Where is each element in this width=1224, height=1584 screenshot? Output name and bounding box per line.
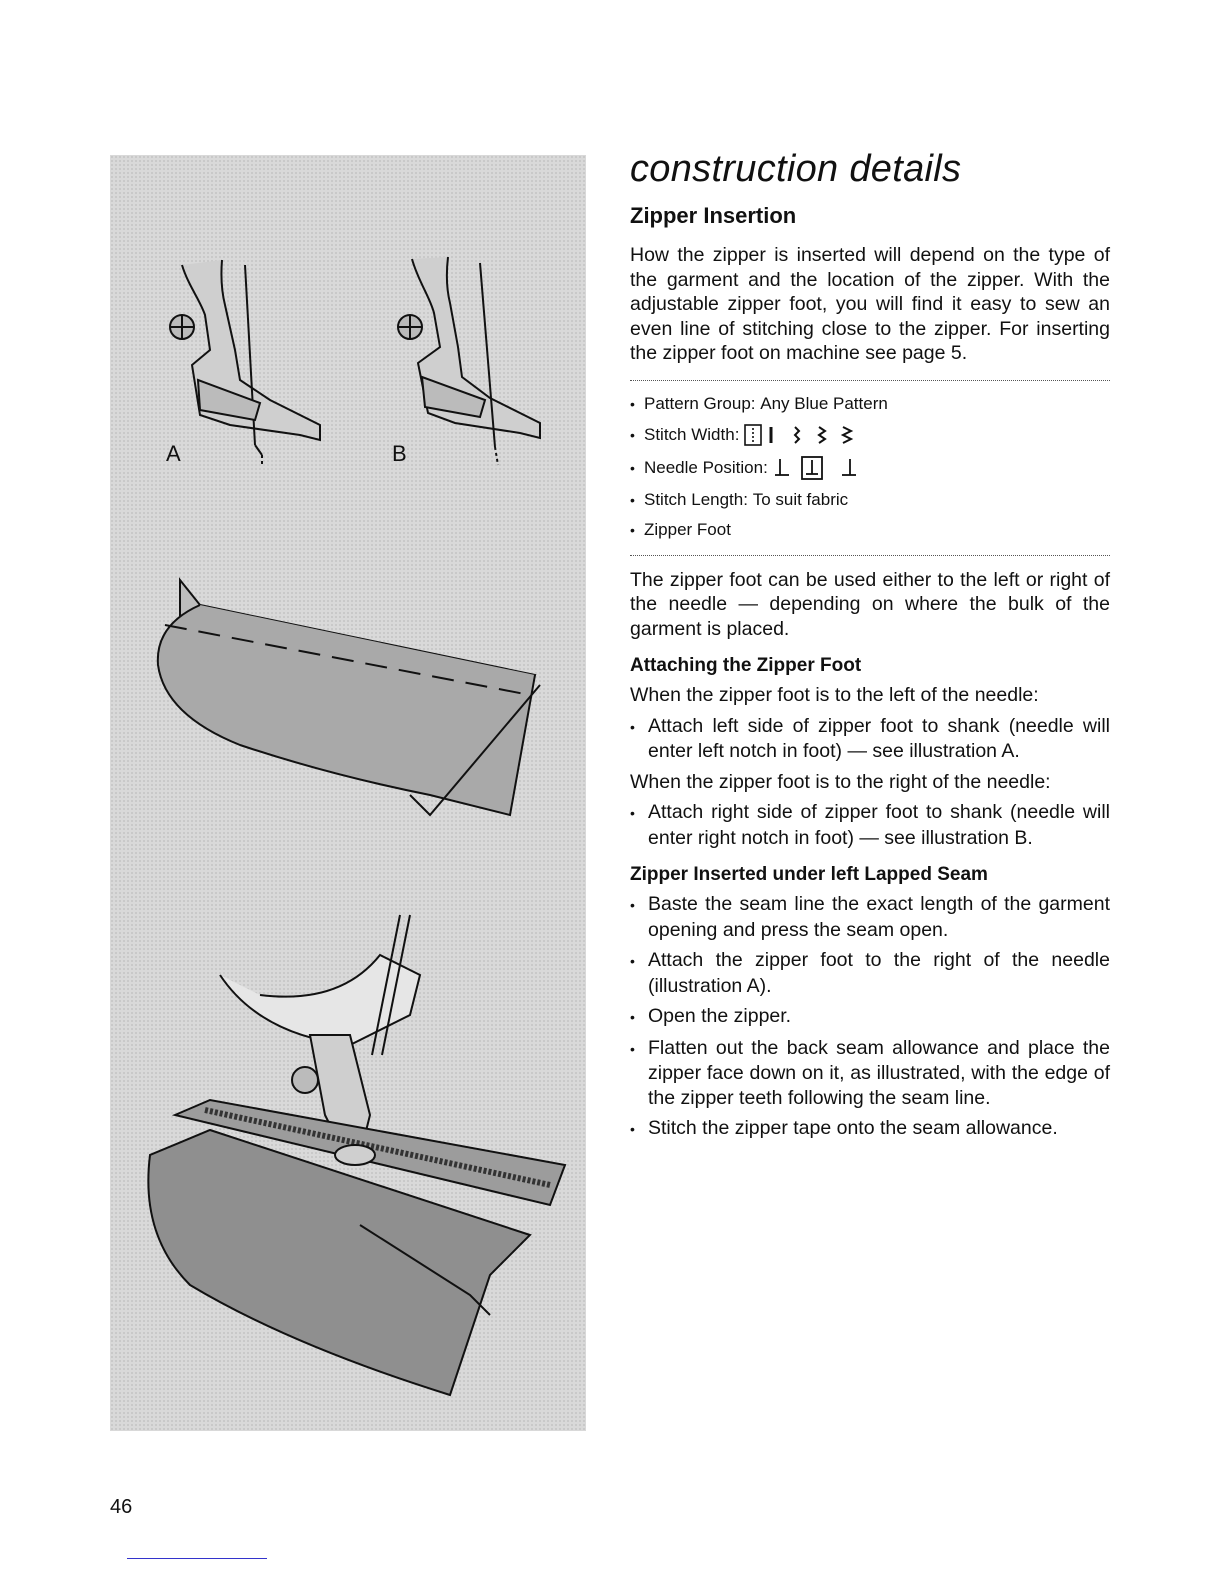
lapped-step-text: Open the zipper. xyxy=(648,1005,792,1027)
illustrations xyxy=(110,155,586,1431)
figure-label-a: A xyxy=(166,441,181,466)
bullet-icon: • xyxy=(630,426,635,443)
setting-value: To suit fabric xyxy=(752,489,849,509)
lapped-step-text: Stitch the zipper tape onto the seam allowance. xyxy=(648,1117,1058,1139)
illustration-panel xyxy=(110,155,586,1431)
page-number: 46 xyxy=(110,1496,133,1518)
figure-label-b: B xyxy=(392,441,407,466)
lapped-step-text: Flatten out the back seam allowance and place the zipper face down on it, as illustrated, with the edge of the zipper teeth following the seam line. xyxy=(648,1036,1110,1109)
right-step xyxy=(630,800,1110,850)
usage-paragraph: The zipper foot can be used either to the left or right of the needle — depending on where the bulk of the garment is placed. xyxy=(630,568,1110,640)
section-title: construction details xyxy=(630,148,962,190)
bullet-icon: • xyxy=(630,1040,635,1057)
setting-stitch-length xyxy=(630,489,1110,511)
setting-pattern-group xyxy=(630,393,1110,415)
bullet-icon: • xyxy=(630,459,635,476)
bullet-icon: • xyxy=(630,805,635,821)
lapped-step xyxy=(630,1036,1110,1111)
lapped-step-text: Baste the seam line the exact length of the garment opening and press the seam open. xyxy=(648,893,1110,941)
text-column xyxy=(630,148,1110,1148)
setting-stitch-width xyxy=(630,423,1110,447)
setting-label: Stitch Length: xyxy=(644,489,748,509)
lapped-step xyxy=(630,948,1110,998)
left-step xyxy=(630,714,1110,764)
divider-bottom xyxy=(630,555,1110,556)
setting-foot xyxy=(630,519,1110,541)
zipper-foot-illustration-b xyxy=(398,257,540,465)
lapped-step xyxy=(630,1004,1110,1030)
bullet-icon: • xyxy=(630,395,635,412)
bullet-icon: • xyxy=(630,953,635,969)
setting-value: Zipper Foot xyxy=(644,519,731,539)
left-step-text: Attach left side of zipper foot to shank (needle will enter left notch in foot) — see illustration A. xyxy=(648,714,1110,762)
setting-label: Needle Position: xyxy=(644,457,768,477)
bullet-icon: • xyxy=(630,521,635,538)
bullet-icon: • xyxy=(630,718,635,735)
left-intro: When the zipper foot is to the left of the needle: xyxy=(630,684,1039,706)
footer-rule xyxy=(127,1558,267,1559)
right-intro: When the zipper foot is to the right of the needle: xyxy=(630,770,1051,793)
right-step-text: Attach right side of zipper foot to shank (needle will enter right notch in foot) — see illustration B. xyxy=(648,801,1110,849)
setting-value: Any Blue Pattern xyxy=(760,393,888,413)
setting-needle-position xyxy=(630,455,1110,481)
lapped-heading: Zipper Inserted under left Lapped Seam xyxy=(630,864,988,885)
divider-top xyxy=(630,380,1110,381)
fabric-seam-illustration xyxy=(158,580,540,815)
stitch-width-symbols-icon xyxy=(743,423,883,447)
page-heading: Zipper Insertion xyxy=(630,203,797,228)
attaching-heading: Attaching the Zipper Foot xyxy=(630,655,862,676)
bullet-icon: • xyxy=(630,1009,635,1025)
bullet-icon: • xyxy=(630,1121,635,1137)
setting-label: Stitch Width: xyxy=(644,424,740,444)
bullet-icon: • xyxy=(630,897,635,913)
lapped-step xyxy=(630,892,1110,942)
zipper-foot-illustration-a xyxy=(170,260,320,465)
zipper-sewing-illustration xyxy=(148,915,565,1395)
lapped-step xyxy=(630,1116,1110,1142)
setting-label: Pattern Group: xyxy=(644,393,756,413)
intro-paragraph: How the zipper is inserted will depend on the type of the garment and the location of the zipper. With the adjustable zipper foot, you will find it easy to sew an even line of stitching close to the zipper. For inserting the zipper foot on machine see page 5. xyxy=(630,244,1110,364)
needle-position-symbols-icon xyxy=(772,455,882,481)
lapped-step-text: Attach the zipper foot to the right of the needle (illustration A). xyxy=(648,949,1110,997)
bullet-icon: • xyxy=(630,491,635,508)
